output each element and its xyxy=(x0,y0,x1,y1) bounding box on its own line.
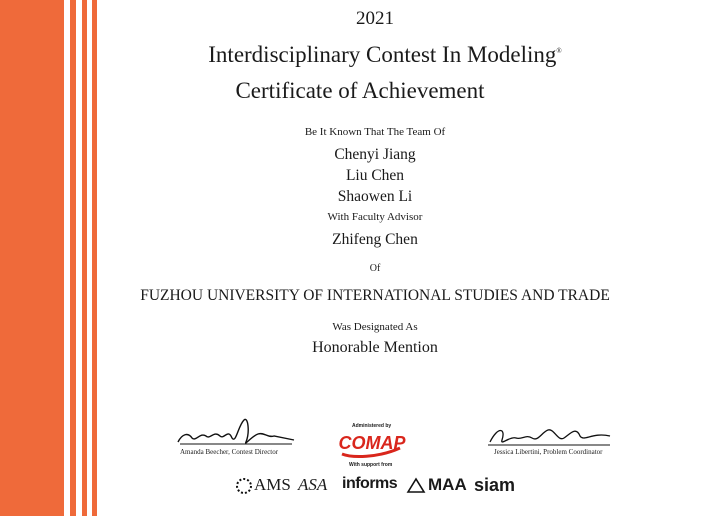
advisor-name: Zhifeng Chen xyxy=(332,231,418,248)
siam-logo: siam xyxy=(474,475,516,495)
team-member-3: Shaowen Li xyxy=(337,188,413,205)
team-member-2: Liu Chen xyxy=(345,167,405,184)
support-label: With support from xyxy=(349,462,393,468)
contest-name xyxy=(100,42,670,68)
registered-mark: ® xyxy=(556,47,562,55)
coordinator-caption: Jessica Libertini, Problem Coordinator xyxy=(494,448,603,456)
ams-logo: AMS xyxy=(254,475,291,494)
informs-logo: informs xyxy=(342,475,398,492)
sponsor-logos xyxy=(150,474,467,498)
comap-logo-text: COMAP xyxy=(338,433,406,453)
team-intro: Be It Known That The Team Of xyxy=(304,126,446,138)
comap-logo xyxy=(338,428,406,460)
of-label: Of xyxy=(369,263,381,274)
certificate-title: Certificate of Achievement xyxy=(235,78,485,103)
advisor-intro: With Faculty Advisor xyxy=(327,211,423,223)
designation: Honorable Mention xyxy=(312,339,438,356)
director-signature xyxy=(172,412,297,450)
contest-name-text: Interdisciplinary Contest In Modeling xyxy=(208,42,557,67)
team-member-1: Chenyi Jiang xyxy=(334,146,416,163)
asa-logo: ASA xyxy=(298,475,328,494)
administered-by-label: Administered by xyxy=(352,423,392,429)
maa-logo: MAA xyxy=(428,475,467,494)
institution-name: FUZHOU UNIVERSITY OF INTERNATIONAL STUDIES AND TRADE xyxy=(140,287,610,304)
designation-intro: Was Designated As xyxy=(332,321,418,333)
ams-icon xyxy=(234,476,254,496)
certificate-year: 2021 xyxy=(356,8,394,29)
stripe-wide xyxy=(0,0,64,516)
maa-icon xyxy=(406,476,426,496)
director-caption: Amanda Beecher, Contest Director xyxy=(180,448,279,456)
